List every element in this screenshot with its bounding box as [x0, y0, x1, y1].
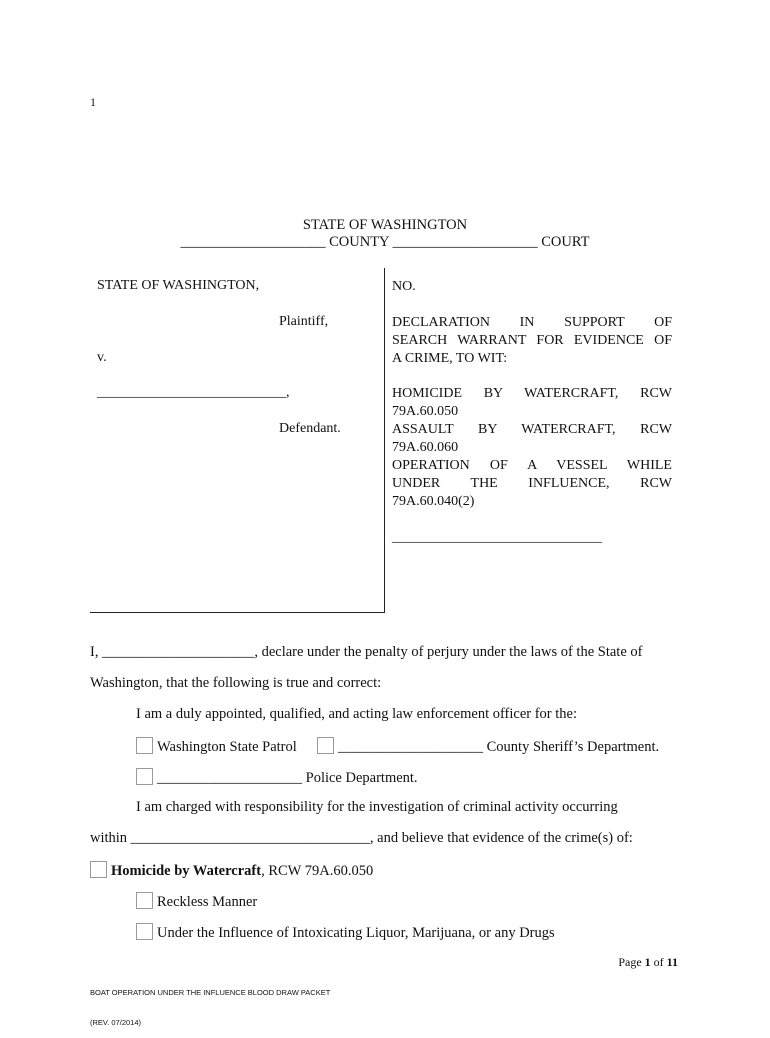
reckless-label: Reckless Manner [157, 894, 258, 910]
wsp-label: Washington State Patrol [157, 739, 297, 755]
crime-line: 79A.60.060 [392, 440, 459, 455]
versus-label: v. [97, 350, 107, 365]
declaration-title [392, 314, 672, 368]
page-total: 11 [666, 955, 678, 969]
investigation-statement-line2: within _________________________________, and believe that evidence of the crime(s) of: [90, 830, 633, 846]
other-crime-blank[interactable]: ______________________________ [392, 530, 602, 545]
case-number[interactable]: NO. [392, 279, 416, 294]
page-current: 1 [644, 955, 651, 969]
option-wsp [136, 737, 297, 756]
caption-divider-vertical [384, 268, 385, 613]
plaintiff-name: STATE OF WASHINGTON, [97, 278, 260, 293]
declarant-statement-line2: Washington, that the following is true and correct: [90, 675, 382, 691]
crime-line: UNDER THE INFLUENCE, RCW [392, 476, 672, 491]
crime-line: 79A.60.050 [392, 404, 459, 419]
page-indicator [618, 955, 678, 970]
title-line: A CRIME, TO WIT: [392, 351, 508, 366]
form-revision: (REV. 07/2014) [90, 1018, 142, 1027]
defendant-name-blank[interactable]: ___________________________, [97, 385, 290, 400]
crime-line: ASSAULT BY WATERCRAFT, RCW [392, 422, 672, 437]
plaintiff-label: Plaintiff, [279, 314, 329, 329]
police-label: ____________________ Police Department. [157, 770, 418, 786]
wsp-checkbox[interactable] [136, 737, 153, 754]
crime-list [392, 385, 672, 511]
investigation-statement-line1: I am charged with responsibility for the investigation of criminal activity occurring [136, 799, 618, 815]
sheriff-label: ____________________ County Sheriff’s Department. [338, 739, 660, 755]
crime-line: OPERATION OF A VESSEL WHILE [392, 458, 672, 473]
caption-divider-horizontal [90, 612, 385, 613]
title-line: DECLARATION IN SUPPORT OF [392, 315, 672, 330]
sheriff-checkbox[interactable] [317, 737, 334, 754]
under-influence-checkbox[interactable] [136, 923, 153, 940]
title-line: SEARCH WARRANT FOR EVIDENCE OF [392, 333, 672, 348]
line-number: 1 [90, 95, 96, 109]
option-homicide [90, 861, 373, 880]
homicide-checkbox[interactable] [90, 861, 107, 878]
declarant-statement-line1: I, _____________________, declare under the penalty of perjury under the laws of the State of [90, 644, 643, 660]
form-name: BOAT OPERATION UNDER THE INFLUENCE BLOOD DRAW PACKET [90, 988, 331, 997]
crime-line: 79A.60.040(2) [392, 494, 475, 509]
police-checkbox[interactable] [136, 768, 153, 785]
under-influence-label: Under the Influence of Intoxicating Liquor, Marijuana, or any Drugs [157, 925, 555, 941]
homicide-label-rest: , RCW 79A.60.050 [261, 863, 374, 879]
court-county-heading: ____________________ COUNTY ____________________ COURT [180, 234, 590, 250]
option-reckless [136, 892, 257, 911]
defendant-label: Defendant. [279, 421, 341, 436]
page-label: Page [618, 955, 642, 969]
crime-line: HOMICIDE BY WATERCRAFT, RCW [392, 386, 672, 401]
form-footer [90, 968, 330, 1038]
option-under-influence [136, 923, 555, 942]
reckless-checkbox[interactable] [136, 892, 153, 909]
option-police [136, 768, 418, 787]
homicide-label-bold: Homicide by Watercraft [111, 863, 262, 879]
officer-statement: I am a duly appointed, qualified, and acting law enforcement officer for the: [136, 706, 578, 722]
court-state-heading: STATE OF WASHINGTON [302, 217, 468, 233]
option-sheriff [317, 737, 659, 756]
page-of: of [653, 955, 664, 969]
